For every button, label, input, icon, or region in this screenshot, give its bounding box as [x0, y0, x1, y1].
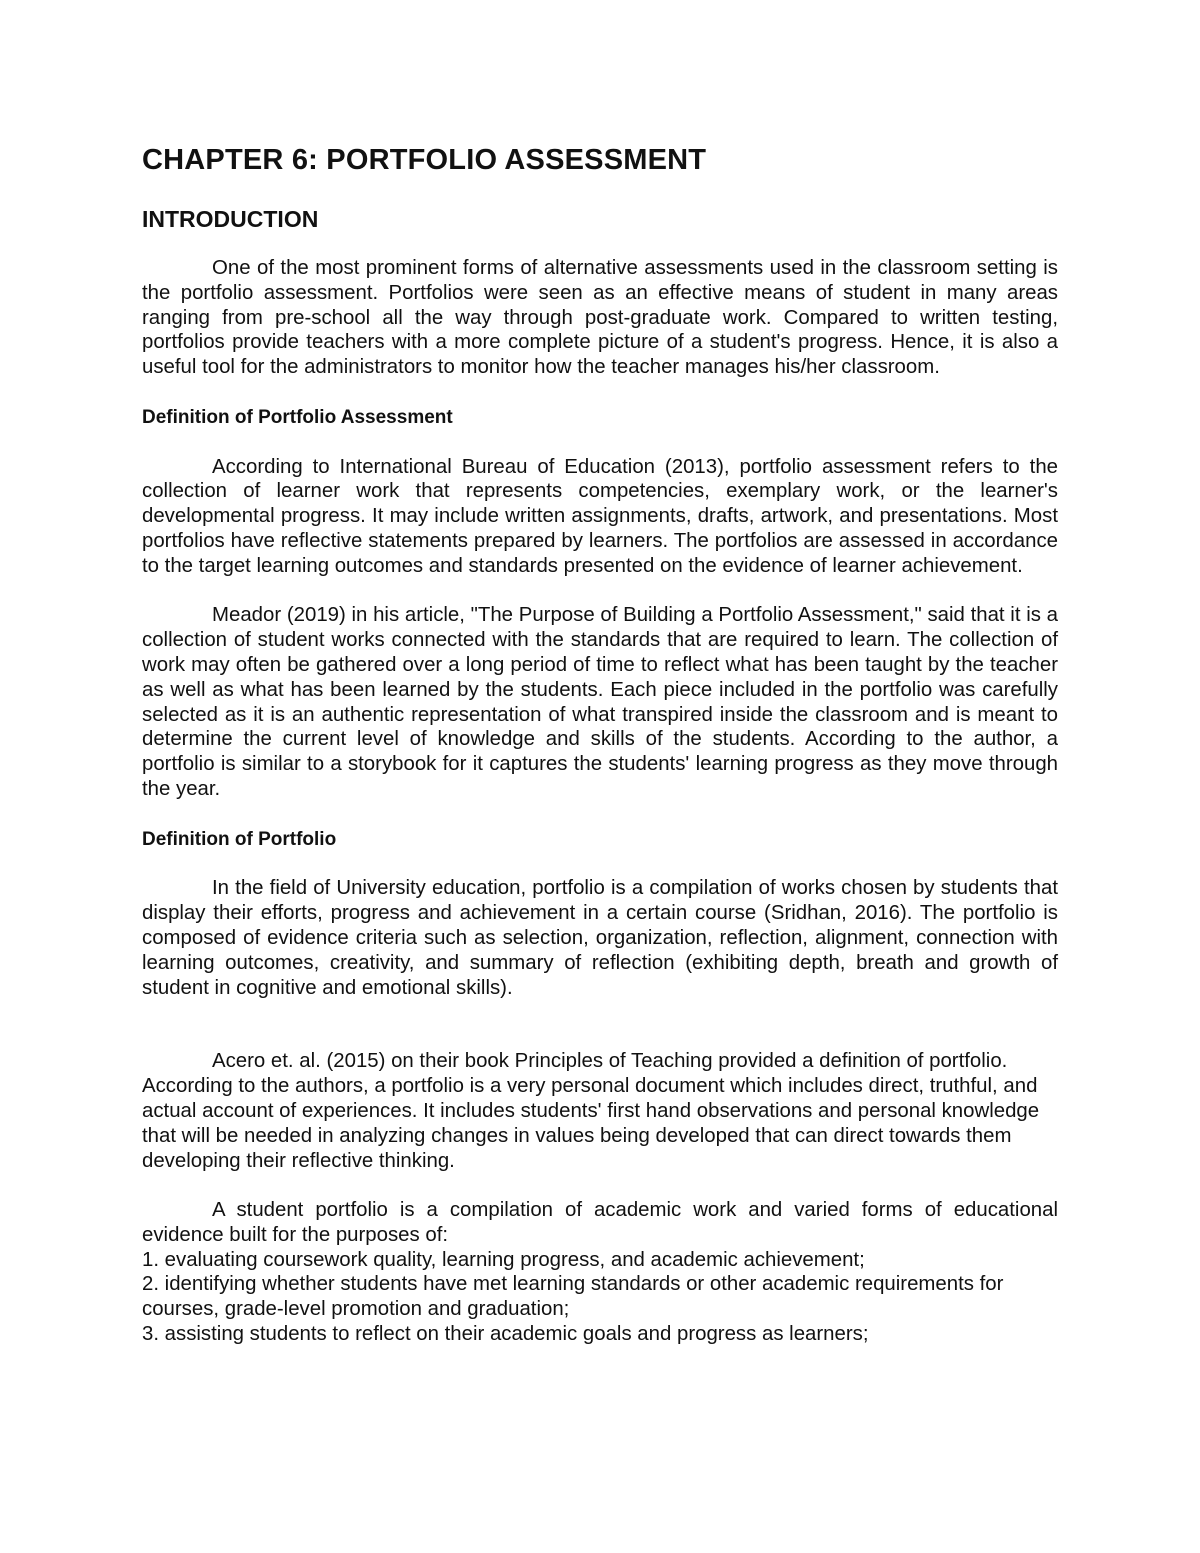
spacer: [142, 852, 1058, 877]
list-item: 3. assisting students to reflect on their academic goals and progress as learners;: [142, 1323, 869, 1346]
spacer: [142, 1173, 1058, 1198]
section-heading-portfolio-assessment: Definition of Portfolio Assessment: [142, 406, 453, 428]
paragraph-student-portfolio: A student portfolio is a compilation of academic work and varied forms of educational evidence built for the purposes of:: [142, 1199, 1058, 1246]
list-item: 1. evaluating coursework quality, learning progress, and academic achievement;: [142, 1248, 865, 1271]
spacer: [142, 1000, 1058, 1049]
spacer: [142, 380, 1058, 405]
spacer: [142, 579, 1058, 604]
document-page: [142, 140, 1058, 1347]
introduction-heading: INTRODUCTION: [142, 206, 319, 232]
spacer: [142, 802, 1058, 827]
paragraph-ibe-definition: According to International Bureau of Education (2013), portfolio assessment refers to the collection of learner work that represents competencies, exemplary work, or the learner's developmental progress. It may include written assignments, drafts, artwork, and presentations. Most portfolios have reflective statements prepared by learners. The portfolios are assessed in accordance to the target learning outcomes and standards presented on the evidence of learner achievement.: [142, 455, 1058, 577]
paragraph-acero-definition: Acero et. al. (2015) on their book Principles of Teaching provided a definition of portfolio. According to the authors, a portfolio is a very personal document which includes direct, truthful, and actual account of experiences. It includes students' first hand observations and personal knowledge that will be needed in analyzing changes in values being developed that can direct towards them developing their reflective thinking.: [142, 1050, 1040, 1172]
introduction-paragraph: One of the most prominent forms of alternative assessments used in the classroom setting is the portfolio assessment. Portfolios were seen as an effective means of student in many areas ranging from pre-school all the way through post-graduate work. Compared to written testing, portfolios provide teachers with a more complete picture of a student's progress. Hence, it is also a useful tool for the administrators to monitor how the teacher manages his/her classroom.: [142, 257, 1058, 379]
chapter-title: CHAPTER 6: PORTFOLIO ASSESSMENT: [142, 144, 707, 176]
spacer: [142, 236, 1058, 256]
list-item: 2. identifying whether students have met learning standards or other academic requirements for courses, grade-level promotion and graduation;: [142, 1273, 1004, 1321]
spacer: [142, 430, 1058, 455]
purposes-list: [142, 1248, 1058, 1347]
section-heading-portfolio: Definition of Portfolio: [142, 828, 337, 850]
paragraph-meador-definition: Meador (2019) in his article, "The Purpose of Building a Portfolio Assessment," said that it is a collection of student works connected with the standards that are required to learn. The collection of work may often be gathered over a long period of time to reflect what has been taught by the teacher as well as what has been learned by the students. Each piece included in the portfolio was carefully selected as it is an authentic representation of what transpired inside the classroom and is meant to determine the current level of knowledge and skills of the students. According to the author, a portfolio is similar to a storybook for it captures the students' learning progress as they move through the year.: [142, 604, 1058, 800]
paragraph-university-definition: In the field of University education, portfolio is a compilation of works chosen by students that display their efforts, progress and achievement in a certain course (Sridhan, 2016). The portfolio is composed of evidence criteria such as selection, organization, reflection, alignment, connection with learning outcomes, creativity, and summary of reflection (exhibiting depth, breath and growth of student in cognitive and emotional skills).: [142, 877, 1058, 999]
